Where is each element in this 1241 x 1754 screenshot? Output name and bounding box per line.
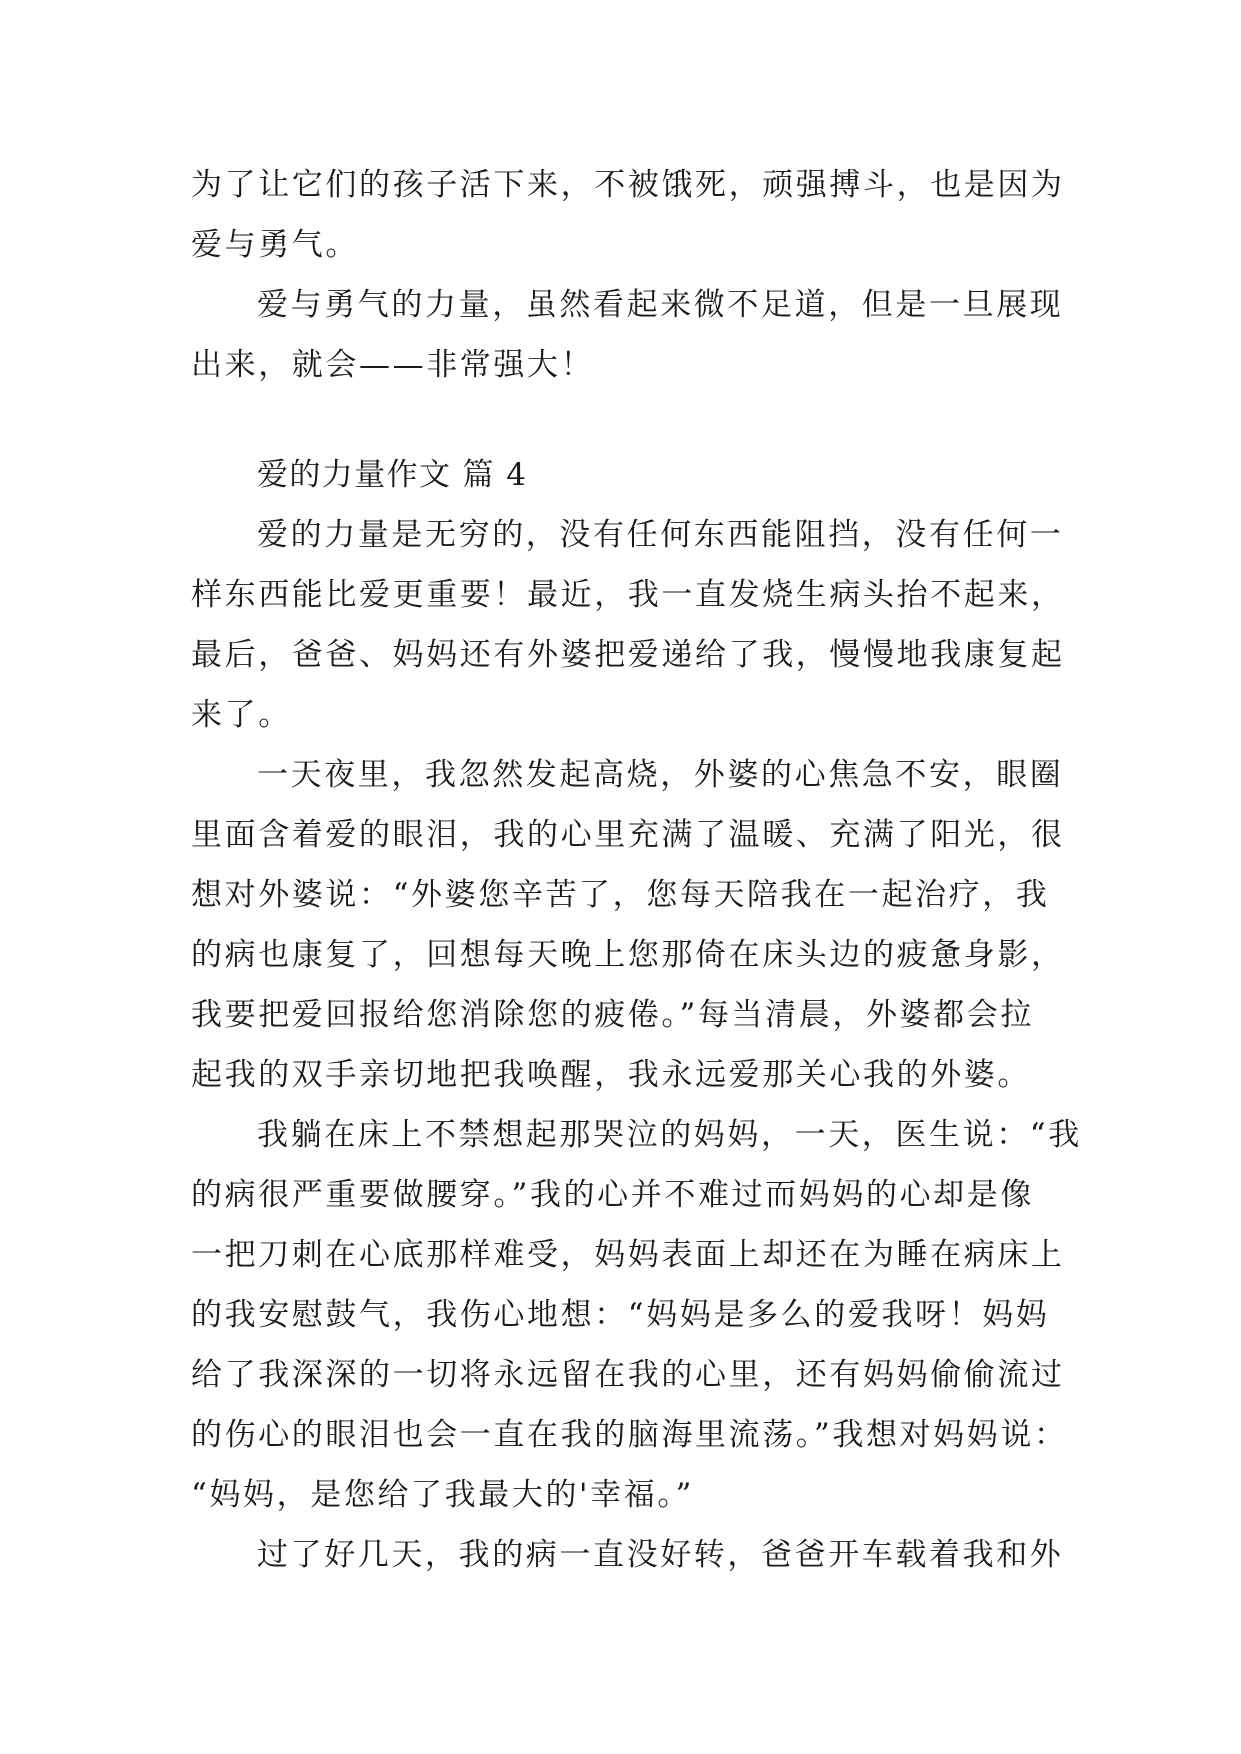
- text-line: 想对外婆说：“外婆您辛苦了，您每天陪我在一起治疗，我: [191, 877, 1050, 913]
- text-line: 的病很严重要做腰穿。”我的心并不难过而妈妈的心却是像: [191, 1177, 1034, 1213]
- text-line: 爱与勇气。: [191, 227, 359, 263]
- text-line: 我要把爱回报给您消除您的疲倦。”每当清晨，外婆都会拉: [191, 997, 1034, 1033]
- text-line: 爱与勇气的力量，虽然看起来微不足道，但是一旦展现: [257, 287, 1064, 323]
- text-line: 的我安慰鼓气，我伤心地想：“妈妈是多么的爱我呀！妈妈: [191, 1297, 1050, 1333]
- text-line: “妈妈，是您给了我最大的'幸福。”: [191, 1477, 694, 1513]
- text-line: 为了让它们的孩子活下来，不被饿死，顽强搏斗，也是因为: [191, 167, 1065, 203]
- text-line: 我躺在床上不禁想起那哭泣的妈妈，一天，医生说：“我: [257, 1117, 1082, 1153]
- text-line: 起我的双手亲切地把我唤醒，我永远爱那关心我的外婆。: [191, 1057, 1031, 1093]
- text-line: 过了好几天，我的病一直没好转，爸爸开车载着我和外: [257, 1537, 1064, 1573]
- text-line: 最后，爸爸、妈妈还有外婆把爱递给了我，慢慢地我康复起: [191, 637, 1065, 673]
- text-line: 样东西能比爱更重要！最近，我一直发烧生病头抬不起来，: [191, 577, 1065, 613]
- text-line: 出来，就会——非常强大！: [191, 347, 595, 383]
- text-line: 一天夜里，我忽然发起高烧，外婆的心焦急不安，眼圈: [257, 757, 1064, 793]
- text-line: 一把刀刺在心底那样难受，妈妈表面上却还在为睡在病床上: [191, 1237, 1065, 1273]
- text-line: 爱的力量是无穷的，没有任何东西能阻挡，没有任何一: [257, 517, 1064, 553]
- text-line: 的伤心的眼泪也会一直在我的脑海里流荡。”我想对妈妈说：: [191, 1417, 1068, 1453]
- text-line: 的病也康复了，回想每天晚上您那倚在床头边的疲惫身影，: [191, 937, 1065, 973]
- text-line: 里面含着爱的眼泪，我的心里充满了温暖、充满了阳光，很: [191, 817, 1065, 853]
- text-line: 给了我深深的一切将永远留在我的心里，还有妈妈偷偷流过: [191, 1357, 1065, 1393]
- text-line: 来了。: [191, 697, 292, 733]
- section-heading: 爱的力量作文 篇 4: [257, 457, 528, 493]
